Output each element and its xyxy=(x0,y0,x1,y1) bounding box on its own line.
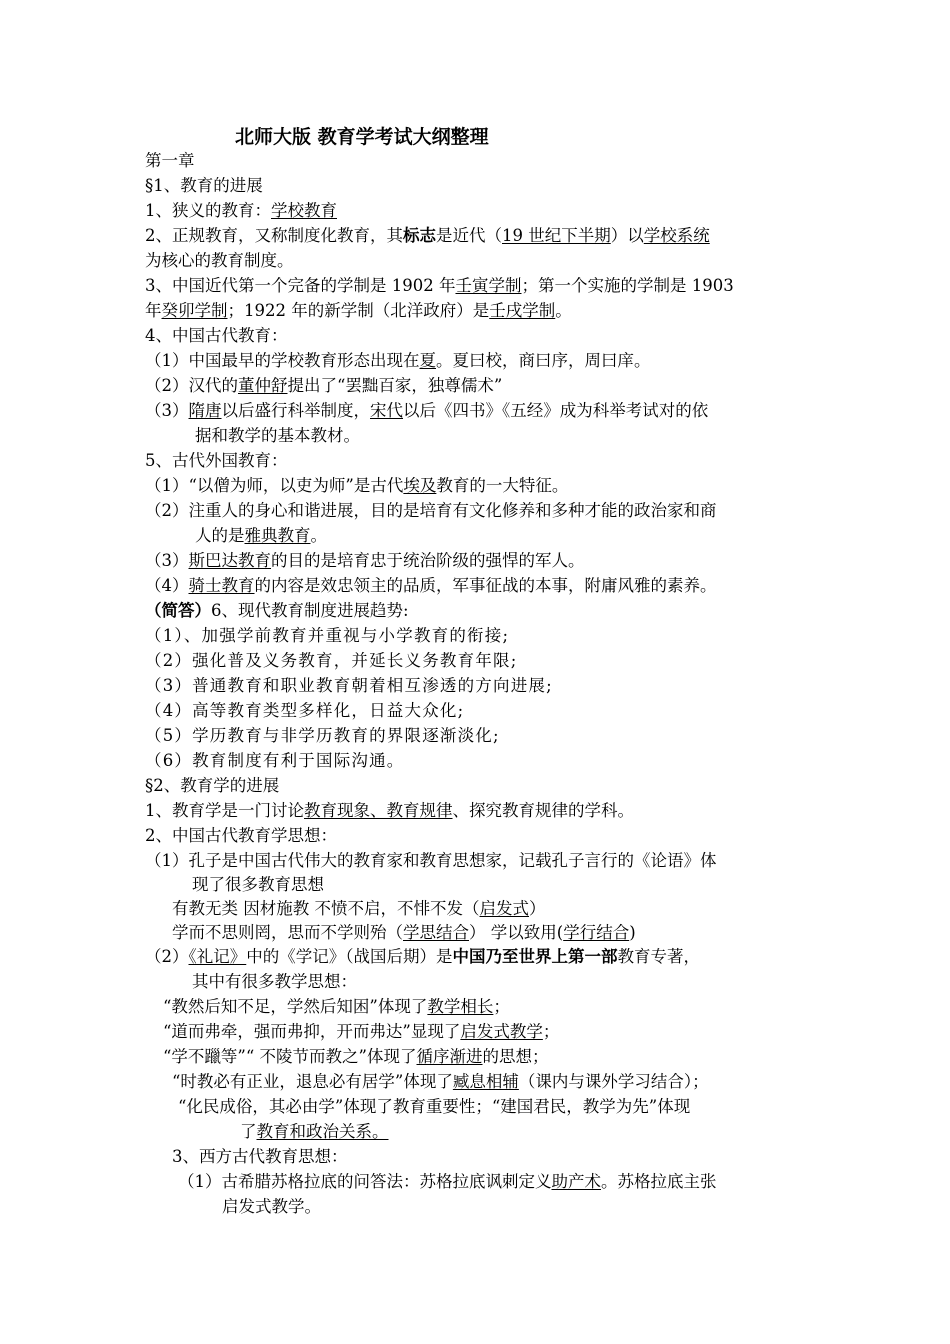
text-line xyxy=(192,970,357,994)
text-run: （2）汉代的 xyxy=(145,376,238,395)
text-line xyxy=(195,524,327,548)
text-run: ) xyxy=(629,923,636,942)
text-line xyxy=(145,799,634,823)
text-run: ） xyxy=(529,899,546,918)
text-line xyxy=(145,149,195,173)
text-run: （1）古希腊苏格拉底的问答法：苏格拉底讽刺定义 xyxy=(178,1172,552,1191)
underlined-term: 董仲舒 xyxy=(238,376,288,395)
text-line xyxy=(145,674,553,698)
text-line xyxy=(145,849,717,873)
text-run: ；1922 年的新学制（北洋政府）是 xyxy=(227,301,490,320)
text-run: 有教无类 因材施教 不愤不启，不悱不发（ xyxy=(172,899,480,918)
underlined-term: 《礼记》 xyxy=(188,947,247,966)
text-line xyxy=(145,324,288,348)
underlined-term: 教育现象、教育规律 xyxy=(304,801,453,820)
text-line xyxy=(145,174,263,198)
text-run: 以后《四书》《五经》成为科举考试对的依 xyxy=(403,401,709,420)
text-line xyxy=(145,399,708,423)
text-run: “道而弗牵，强而弗抑，开而弗达”显现了 xyxy=(163,1022,461,1041)
text-run: （3） xyxy=(145,401,189,420)
underlined-term: 教育和政治关系。 xyxy=(256,1122,389,1141)
underlined-term: 斯巴达教育 xyxy=(188,551,271,570)
underlined-term: 学行结合 xyxy=(563,923,630,942)
page-title: 北师大版 教育学考试大纲整理 xyxy=(235,126,489,148)
text-run: （1）“以僧为师，以吏为师”是古代 xyxy=(145,476,404,495)
text-run: 年 xyxy=(145,301,162,320)
text-line xyxy=(145,549,585,573)
text-run: 、探究教育规律的学科。 xyxy=(452,801,634,820)
text-line xyxy=(145,224,710,248)
underlined-term: 宋代 xyxy=(370,401,403,420)
text-line xyxy=(145,599,409,623)
text-line xyxy=(145,574,717,598)
text-run: “化民成俗，其必由学”体现了教育重要性；“建国君民，教学为先”体现 xyxy=(178,1097,691,1116)
text-run: 中的《学记》（战国后期）是 xyxy=(246,947,453,966)
text-run: （5）学历教育与非学历教育的界限逐渐淡化; xyxy=(145,726,500,745)
text-run: 学而不思则罔，思而不学则殆（ xyxy=(172,923,403,942)
text-line xyxy=(145,274,734,298)
text-run: 5、古代外国教育： xyxy=(145,451,288,470)
bold-term: 标志 xyxy=(403,226,436,245)
text-run: （1）中国最早的学校教育形态出现在 xyxy=(145,351,420,370)
text-line xyxy=(145,774,279,798)
text-run: 教育专著， xyxy=(617,947,700,966)
underlined-term: 埃及 xyxy=(403,476,437,495)
text-run: 是近代（ xyxy=(436,226,502,245)
text-run: “学不躐等”“ 不陵节而教之”体现了 xyxy=(163,1047,417,1066)
text-line xyxy=(172,1145,348,1169)
text-run: 。 xyxy=(310,526,327,545)
text-line xyxy=(163,1020,559,1044)
text-run: （1）孔子是中国古代伟大的教育家和教育思想家，记载孔子言行的《论语》体 xyxy=(145,851,717,870)
text-run: 现了很多教育思想 xyxy=(192,875,324,894)
text-run: ；第一个实施的学制是 1903 xyxy=(521,276,734,295)
text-run: （6）教育制度有利于国际沟通。 xyxy=(145,751,405,770)
text-run: ）以 xyxy=(610,226,644,245)
text-run: 4、中国古代教育： xyxy=(145,326,288,345)
text-run: “教然后知不足，学然后知困”体现了 xyxy=(163,997,428,1016)
text-run: 。夏曰校，商曰序，周曰庠。 xyxy=(436,351,651,370)
text-run: 2、正规教育，又称制度化教育，其 xyxy=(145,226,403,245)
underlined-term: 壬寅学制 xyxy=(455,276,522,295)
text-run: 人的是 xyxy=(195,526,245,545)
text-line xyxy=(163,995,510,1019)
underlined-term: 19 世纪下半期 xyxy=(502,226,611,245)
text-run: 其中有很多教学思想： xyxy=(192,972,357,991)
text-line xyxy=(145,249,294,273)
text-run: 1、狭义的教育： xyxy=(145,201,271,220)
text-run: §1、教育的进展 xyxy=(145,176,263,195)
text-run: 的目的是培育忠于统治阶级的强悍的军人。 xyxy=(271,551,585,570)
text-line xyxy=(178,1095,690,1119)
text-line xyxy=(145,374,502,398)
text-run: ； xyxy=(493,997,510,1016)
text-run: （3） xyxy=(145,551,189,570)
text-line xyxy=(145,349,651,373)
text-line xyxy=(145,624,509,648)
underlined-term: 助产术 xyxy=(551,1172,601,1191)
text-line xyxy=(145,649,517,673)
text-line xyxy=(145,299,572,323)
text-run: 为核心的教育制度。 xyxy=(145,251,294,270)
text-run: 的内容是效忠领主的品质，军事征战的本事，附庸风雅的素养。 xyxy=(254,576,717,595)
text-run: ； xyxy=(542,1022,560,1041)
text-line xyxy=(172,1070,709,1094)
text-run: （课内与课外学习结合）； xyxy=(518,1072,709,1091)
text-line xyxy=(178,1170,717,1194)
underlined-term: 雅典教育 xyxy=(244,526,311,545)
text-run: （2） xyxy=(145,947,189,966)
text-run: 第一章 xyxy=(145,151,195,170)
bold-term: （简答） xyxy=(145,601,211,620)
text-run: 3、西方古代教育思想： xyxy=(172,1147,348,1166)
text-line xyxy=(222,1195,321,1219)
text-run: （2）强化普及义务教育，并延长义务教育年限; xyxy=(145,651,518,670)
text-line xyxy=(172,897,546,921)
text-run: 提出了“罢黜百家，独尊儒术” xyxy=(287,376,503,395)
text-run: 以后盛行科举制度， xyxy=(221,401,370,420)
text-run: 启发式教学。 xyxy=(222,1197,321,1216)
text-run: 2、中国古代教育学思想： xyxy=(145,826,337,845)
text-line xyxy=(240,1120,389,1144)
text-run: ） 学以致用( xyxy=(469,923,564,942)
underlined-term: 启发式 xyxy=(479,899,529,918)
text-line xyxy=(163,1045,549,1069)
text-line xyxy=(172,921,636,945)
underlined-term: 教学相长 xyxy=(427,997,494,1016)
text-run: 3、中国近代第一个完备的学制是 1902 年 xyxy=(145,276,456,295)
underlined-term: 学思结合 xyxy=(403,923,469,942)
underlined-term: 启发式教学 xyxy=(460,1022,543,1041)
text-run: “时教必有正业，退息必有居学”体现了 xyxy=(172,1072,453,1091)
text-run: （1）、加强学前教育并重视与小学教育的衔接; xyxy=(145,626,510,645)
underlined-term: 隋唐 xyxy=(188,401,222,420)
text-run: （2）注重人的身心和谐进展，目的是培育有文化修养和多种才能的政治家和商 xyxy=(145,501,717,520)
text-run: （4）高等教育类型多样化，日益大众化; xyxy=(145,701,465,720)
text-run: 1、教育学是一门讨论 xyxy=(145,801,304,820)
underlined-term: 学校教育 xyxy=(271,201,337,220)
underlined-term: 夏 xyxy=(419,351,436,370)
text-run: 了 xyxy=(240,1122,257,1141)
text-line xyxy=(192,873,324,897)
underlined-term: 循序渐进 xyxy=(416,1047,483,1066)
text-line xyxy=(145,699,464,723)
text-line xyxy=(145,749,405,773)
text-line xyxy=(145,474,568,498)
text-line xyxy=(145,945,700,969)
text-line xyxy=(195,424,360,448)
underlined-term: 学校系统 xyxy=(643,226,710,245)
text-run: 的思想； xyxy=(482,1047,549,1066)
text-line xyxy=(145,724,500,748)
underlined-term: 壬戌学制 xyxy=(489,301,556,320)
text-run: §2、教育学的进展 xyxy=(145,776,280,795)
text-line xyxy=(145,824,337,848)
text-line xyxy=(145,199,337,223)
text-run: 6、现代教育制度进展趋势: xyxy=(211,601,409,620)
text-run: 据和教学的基本教材。 xyxy=(195,426,360,445)
text-line xyxy=(145,449,288,473)
text-run: （3）普通教育和职业教育朝着相互渗透的方向进展; xyxy=(145,676,553,695)
text-run: 。苏格拉底主张 xyxy=(601,1172,717,1191)
text-run: 。 xyxy=(555,301,572,320)
bold-term: 中国乃至世界上第一部 xyxy=(452,947,618,966)
text-run: （4） xyxy=(145,576,189,595)
underlined-term: 骑士教育 xyxy=(188,576,255,595)
text-run: 教育的一大特征。 xyxy=(436,476,569,495)
text-line xyxy=(145,499,717,523)
underlined-term: 癸卯学制 xyxy=(161,301,228,320)
underlined-term: 臧息相辅 xyxy=(452,1072,519,1091)
